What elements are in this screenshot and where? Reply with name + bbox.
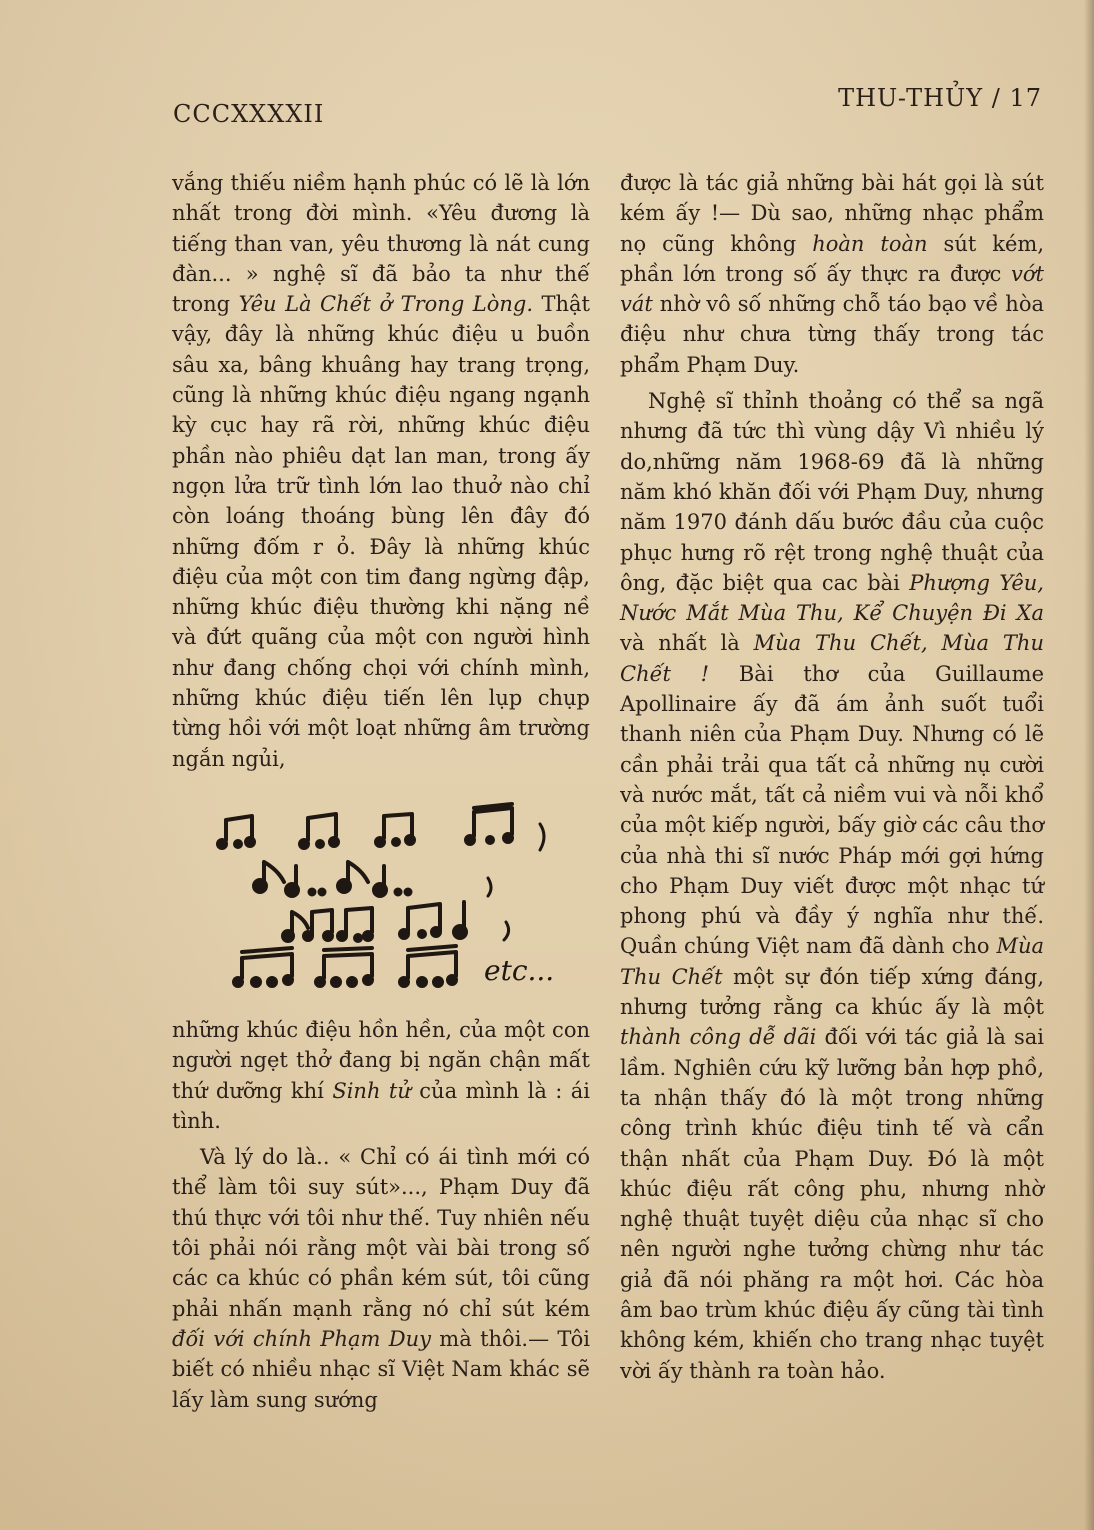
- note-group: [338, 862, 411, 896]
- left-paragraph-after-music: những khúc điệu hồn hền, của một con người ngẹt thở đang bị ngăn chận mất thứ dưỡng khí Sinh tử của mình là : ái tình.: [172, 1018, 591, 1133]
- music-etc-label: etc...: [484, 954, 555, 987]
- left-paragraph-2: Và lý do là.. « Chỉ có ái tình mới có thể làm tôi suy sút»..., Phạm Duy đã thú thực với tôi như thế. Tuy nhiên nếu tôi phải nói rằng một vài bài trong số các ca khúc có phần kém sút, tôi cũng phải nhấn mạnh rằng nó chỉ sút kém đối với chính Phạm Duy mà thôi.— Tôi biết có nhiều nhạc sĩ Việt Nam khác sẽ lấy làm sung sướng: [172, 1145, 590, 1412]
- beamed-note-group: [400, 946, 456, 986]
- note-group: [283, 902, 466, 941]
- music-notation-figure: [212, 792, 582, 992]
- beamed-note-group: [316, 948, 372, 986]
- right-column: [620, 168, 1044, 1386]
- beamed-note-group: [376, 814, 414, 846]
- left-paragraph-1: vắng thiếu niềm hạnh phúc có lẽ là lớn nhất trong đời mình. «Yêu đương là tiếng than van, yêu thương là nát cung đàn... » nghệ sĩ đã bảo ta như thế trong Yêu Là Chết ở Trong Lòng. Thật vậy, đây là những khúc điệu u buồn sâu xa, bâng khuâng hay trang trọng, cũng là những khúc điệu ngang ngạnh kỳ cục hay rã rời, những khúc điệu phần nào phiêu dạt lan man, trong ấy ngọn lửa trữ tình lớn lao thuở nào chỉ còn loáng thoáng bùng lên đây đó những đốm r ỏ. Đây là những khúc điệu của một con tim đang ngừng đập, những khúc điệu thường khi nặng nề và đứt quãng của một con người hình như đang chống chọi với chính mình, những khúc điệu tiến lên lụp chụp từng hồi với một loạt những âm trường ngắn ngủi,: [172, 171, 591, 771]
- header-roman-numeral: CCCXXXXII: [173, 100, 325, 128]
- beamed-note-group: [466, 804, 512, 844]
- left-column-lower: [172, 1015, 590, 1415]
- note-group: [254, 862, 325, 896]
- beamed-note-group: [218, 816, 254, 848]
- beamed-note-group: [300, 814, 338, 848]
- right-paragraph-1: được là tác giả những bài hát gọi là sút kém ấy !— Dù sao, những nhạc phẩm nọ cũng không hoàn toàn sút kém, phần lớn trong số ấy thực ra được vớt vát nhờ vô số những chỗ táo bạo về hòa điệu như chưa từng thấy trong tác phẩm Phạm Duy.: [620, 171, 1045, 377]
- page-edge-shadow: [1084, 0, 1094, 1530]
- left-column: [172, 168, 590, 774]
- beamed-note-group: [234, 948, 292, 986]
- right-paragraph-2: Nghệ sĩ thỉnh thoảng có thể sa ngã nhưng đã tức thì vùng dậy Vì nhiều lý do,những năm 1968-69 đã là những năm khó khăn đối với Phạm Duy, nhưng năm 1970 đánh dấu bước đầu của cuộc phục hưng rõ rệt trong nghệ thuật của ông, đặc biệt qua cac bài Phượng Yêu, Nước Mắt Mùa Thu, Kể Chuyện Đi Xa và nhất là Mùa Thu Chết, Mùa Thu Chết ! Bài thơ của Guillaume Apollinaire ấy đã ám ảnh suốt tuổi thanh niên của Phạm Duy. Nhưng có lẽ cần phải trải qua tất cả những nụ cười và nước mắt, tất cả niềm vui và nỗi khổ của một kiếp người, bấy giờ các câu thơ của nhà thi sĩ nước Pháp mới gợi hứng cho Phạm Duy viết được một nhạc tứ phong phú và đầy ý nghĩa như thế. Quần chúng Việt nam đã dành cho Mùa Thu Chết một sự đón tiếp xứng đáng, nhưng tưởng rằng ca khúc ấy là một thành công dễ dãi đối với tác giả là sai lầm. Nghiên cứu kỹ lưỡng bản hợp phồ, ta nhận thấy đó là một trong những công trình khúc điệu tinh tế và cẩn thận nhất của Phạm Duy. Đó là một khúc điệu rất công phu, nhưng nhờ nghệ thuật tuyệt diệu của nhạc sĩ cho nên người nghe tưởng chừng như tác giả đã nói phăng ra một hơi. Các hòa âm bao trùm khúc điệu ấy cũng tài tình không kém, khiến cho trang nhạc tuyệt vời ấy thành ra toàn hảo.: [620, 389, 1044, 1383]
- header-page-number: THU-THỦY / 17: [838, 84, 1042, 112]
